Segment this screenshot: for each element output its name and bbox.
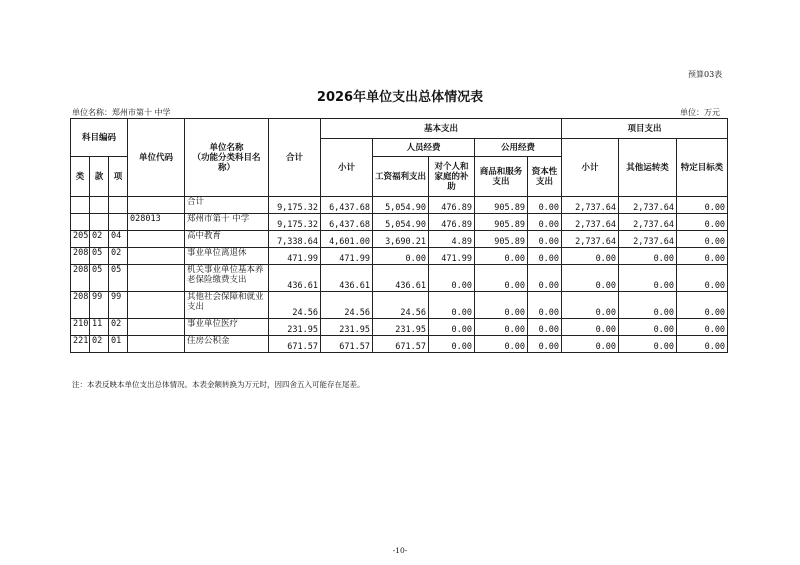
header-specific: 特定目标类 — [677, 139, 728, 197]
cell-individual: 471.99 — [429, 248, 475, 265]
cell-name: 机关事业单位基本养老保险缴费支出 — [185, 265, 269, 292]
cell-kuan — [90, 214, 109, 231]
cell-other: 0.00 — [619, 292, 677, 319]
cell-other: 2,737.64 — [619, 197, 677, 214]
cell-wages: 5,054.90 — [373, 197, 429, 214]
cell-proj-sub: 2,737.64 — [562, 231, 619, 248]
cell-total: 471.99 — [269, 248, 321, 265]
cell-capital: 0.00 — [528, 292, 562, 319]
cell-goods: 0.00 — [475, 292, 528, 319]
cell-kuan: 11 — [90, 319, 109, 336]
cell-kuan — [90, 197, 109, 214]
cell-kuan: 99 — [90, 292, 109, 319]
cell-wages: 436.61 — [373, 265, 429, 292]
header-xiang: 项 — [109, 157, 128, 197]
cell-individual: 476.89 — [429, 214, 475, 231]
cell-lei — [71, 214, 90, 231]
header-unit-code: 单位代码 — [128, 119, 185, 197]
page-number: -10- — [392, 546, 408, 555]
cell-name: 事业单位离退休 — [185, 248, 269, 265]
cell-goods: 0.00 — [475, 248, 528, 265]
cell-kuan: 02 — [90, 231, 109, 248]
cell-basic-sub: 436.61 — [321, 265, 373, 292]
cell-capital: 0.00 — [528, 265, 562, 292]
cell-name: 其他社会保障和就业支出 — [185, 292, 269, 319]
cell-code — [128, 336, 185, 353]
header-total: 合计 — [269, 119, 321, 197]
cell-other: 0.00 — [619, 319, 677, 336]
cell-capital: 0.00 — [528, 197, 562, 214]
cell-xiang: 99 — [109, 292, 128, 319]
cell-xiang — [109, 214, 128, 231]
header-basic-expenditure: 基本支出 — [321, 119, 562, 139]
table-row — [71, 292, 728, 319]
cell-total: 436.61 — [269, 265, 321, 292]
cell-kuan: 05 — [90, 248, 109, 265]
header-unit-name: 单位名称 （功能分类科目名称） — [185, 119, 269, 197]
cell-code — [128, 319, 185, 336]
cell-name: 合计 — [185, 197, 269, 214]
table-row — [71, 214, 728, 231]
cell-proj-sub: 0.00 — [562, 248, 619, 265]
header-project-subtotal: 小计 — [562, 139, 619, 197]
cell-proj-sub: 0.00 — [562, 265, 619, 292]
cell-other: 0.00 — [619, 336, 677, 353]
header-project-expenditure: 项目支出 — [562, 119, 728, 139]
cell-lei: 205 — [71, 231, 90, 248]
table-row — [71, 319, 728, 336]
cell-capital: 0.00 — [528, 214, 562, 231]
header-public: 公用经费 — [475, 139, 562, 157]
cell-specific: 0.00 — [677, 319, 728, 336]
table-row — [71, 197, 728, 214]
cell-specific: 0.00 — [677, 265, 728, 292]
page-title: 2026年单位支出总体情况表 — [316, 90, 484, 105]
cell-wages: 3,690.21 — [373, 231, 429, 248]
cell-kuan: 05 — [90, 265, 109, 292]
header-other-transfer: 其他运转类 — [619, 139, 677, 197]
cell-total: 671.57 — [269, 336, 321, 353]
cell-lei: 208 — [71, 292, 90, 319]
cell-xiang: 04 — [109, 231, 128, 248]
cell-goods: 0.00 — [475, 336, 528, 353]
expenditure-table — [70, 118, 728, 353]
cell-other: 0.00 — [619, 248, 677, 265]
cell-capital: 0.00 — [528, 336, 562, 353]
unit-measure-label: 单位：万元 — [680, 108, 720, 117]
cell-capital: 0.00 — [528, 231, 562, 248]
cell-basic-sub: 671.57 — [321, 336, 373, 353]
table-row — [71, 265, 728, 292]
cell-individual: 0.00 — [429, 265, 475, 292]
cell-lei — [71, 197, 90, 214]
cell-code — [128, 231, 185, 248]
header-kuan: 款 — [90, 157, 109, 197]
cell-proj-sub: 2,737.64 — [562, 197, 619, 214]
cell-wages: 231.95 — [373, 319, 429, 336]
cell-goods: 905.89 — [475, 231, 528, 248]
cell-capital: 0.00 — [528, 248, 562, 265]
cell-xiang: 05 — [109, 265, 128, 292]
header-individual: 对个人和家庭的补助 — [429, 157, 475, 197]
cell-specific: 0.00 — [677, 214, 728, 231]
cell-proj-sub: 0.00 — [562, 319, 619, 336]
cell-basic-sub: 231.95 — [321, 319, 373, 336]
table-row — [71, 231, 728, 248]
cell-name: 高中教育 — [185, 231, 269, 248]
cell-basic-sub: 471.99 — [321, 248, 373, 265]
cell-total: 9,175.32 — [269, 214, 321, 231]
cell-other: 2,737.64 — [619, 231, 677, 248]
cell-name: 郑州市第十 中学 — [185, 214, 269, 231]
cell-other: 2,737.64 — [619, 214, 677, 231]
cell-kuan: 02 — [90, 336, 109, 353]
cell-code — [128, 197, 185, 214]
cell-specific: 0.00 — [677, 248, 728, 265]
cell-individual: 4.89 — [429, 231, 475, 248]
cell-basic-sub: 24.56 — [321, 292, 373, 319]
table-row — [71, 336, 728, 353]
header-capital: 资本性支出 — [528, 157, 562, 197]
cell-individual: 0.00 — [429, 292, 475, 319]
cell-specific: 0.00 — [677, 292, 728, 319]
cell-total: 7,338.64 — [269, 231, 321, 248]
cell-wages: 5,054.90 — [373, 214, 429, 231]
header-goods: 商品和服务支出 — [475, 157, 528, 197]
header-subject-code: 科目编码 — [71, 119, 128, 157]
cell-xiang: 02 — [109, 248, 128, 265]
cell-code — [128, 292, 185, 319]
cell-xiang — [109, 197, 128, 214]
table-body — [71, 197, 728, 353]
cell-individual: 476.89 — [429, 197, 475, 214]
cell-goods: 0.00 — [475, 265, 528, 292]
header-lei: 类 — [71, 157, 90, 197]
cell-lei: 221 — [71, 336, 90, 353]
cell-proj-sub: 2,737.64 — [562, 214, 619, 231]
cell-individual: 0.00 — [429, 319, 475, 336]
cell-total: 24.56 — [269, 292, 321, 319]
cell-code — [128, 265, 185, 292]
cell-specific: 0.00 — [677, 197, 728, 214]
cell-total: 231.95 — [269, 319, 321, 336]
header-personnel: 人员经费 — [373, 139, 475, 157]
cell-name: 事业单位医疗 — [185, 319, 269, 336]
cell-basic-sub: 6,437.68 — [321, 214, 373, 231]
cell-xiang: 02 — [109, 319, 128, 336]
cell-basic-sub: 6,437.68 — [321, 197, 373, 214]
cell-proj-sub: 0.00 — [562, 336, 619, 353]
unit-name-label: 单位名称：郑州市第十 中学 — [72, 108, 171, 117]
cell-proj-sub: 0.00 — [562, 292, 619, 319]
cell-goods: 905.89 — [475, 197, 528, 214]
cell-lei: 208 — [71, 248, 90, 265]
cell-wages: 671.57 — [373, 336, 429, 353]
cell-code: 028013 — [128, 214, 185, 231]
cell-lei: 210 — [71, 319, 90, 336]
cell-goods: 905.89 — [475, 214, 528, 231]
cell-basic-sub: 4,601.00 — [321, 231, 373, 248]
cell-capital: 0.00 — [528, 319, 562, 336]
cell-wages: 24.56 — [373, 292, 429, 319]
cell-lei: 208 — [71, 265, 90, 292]
cell-name: 住房公积金 — [185, 336, 269, 353]
cell-other: 0.00 — [619, 265, 677, 292]
cell-individual: 0.00 — [429, 336, 475, 353]
cell-specific: 0.00 — [677, 231, 728, 248]
form-code: 预算03表 — [688, 70, 723, 79]
header-basic-subtotal: 小计 — [321, 139, 373, 197]
cell-wages: 0.00 — [373, 248, 429, 265]
cell-xiang: 01 — [109, 336, 128, 353]
cell-total: 9,175.32 — [269, 197, 321, 214]
footnote: 注：本表反映本单位支出总体情况。本表金额转换为万元时，因四舍五入可能存在尾差。 — [72, 380, 365, 389]
table-row — [71, 248, 728, 265]
cell-code — [128, 248, 185, 265]
cell-specific: 0.00 — [677, 336, 728, 353]
cell-goods: 0.00 — [475, 319, 528, 336]
header-wages: 工资福利支出 — [373, 157, 429, 197]
